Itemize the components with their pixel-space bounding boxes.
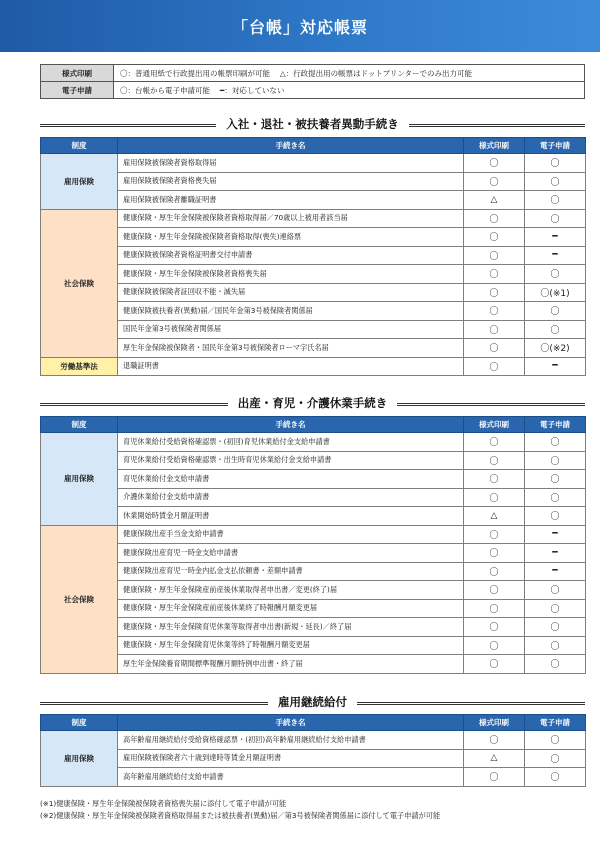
table-row [41,246,586,265]
print-mark: 〇 [464,618,525,637]
esubmit-mark: 〇 [525,655,586,674]
column-header-name: 手続き名 [118,417,464,433]
print-mark: 〇 [464,768,525,787]
legend-row [41,82,585,99]
procedure-name: 雇用保険被保険者六十歳到達時等賃金月額証明書 [118,749,464,768]
print-mark: 〇 [464,655,525,674]
print-mark: 〇 [464,433,525,452]
esubmit-mark: 〇 [525,154,586,173]
esubmit-mark: 〇(※2) [525,339,586,358]
print-mark: 〇 [464,320,525,339]
table-row [41,655,586,674]
table-row [41,731,586,750]
procedure-name: 健康保険被保険者資格証明書交付申請書 [118,246,464,265]
esubmit-mark: ━ [525,562,586,581]
print-mark: 〇 [464,731,525,750]
table-row [41,768,586,787]
procedure-name: 厚生年金保険養育期間標準報酬月額特例申出書・終了届 [118,655,464,674]
esubmit-mark: 〇 [525,581,586,600]
procedure-table [40,137,586,376]
procedure-name: 育児休業給付受給資格確認票・(初回)育児休業給付金支給申請書 [118,433,464,452]
print-mark: 〇 [464,154,525,173]
print-mark: 〇 [464,488,525,507]
table-row [41,191,586,210]
table-row [41,265,586,284]
print-mark: 〇 [464,525,525,544]
section-heading [40,396,585,410]
table-row [41,488,586,507]
table-header-row [41,715,586,731]
esubmit-mark: 〇 [525,302,586,321]
table-row [41,525,586,544]
procedure-name: 雇用保険被保険者離職証明書 [118,191,464,210]
procedure-name: 健康保険・厚生年金保険育児休業等取得者申出書(新規・延長)／終了届 [118,618,464,637]
esubmit-mark: 〇 [525,191,586,210]
legend-key: 電子申請 [41,82,114,99]
table-row [41,228,586,247]
table-row [41,339,586,358]
table-row [41,320,586,339]
procedure-name: 雇用保険被保険者資格喪失届 [118,172,464,191]
column-header-name: 手続き名 [118,715,464,731]
esubmit-mark: 〇 [525,599,586,618]
print-mark: 〇 [464,544,525,563]
procedure-name: 厚生年金保険被保険者・国民年金第3号被保険者ローマ字氏名届 [118,339,464,358]
procedure-name: 国民年金第3号被保険者関係届 [118,320,464,339]
legend-key: 様式印刷 [41,65,114,82]
table-row [41,283,586,302]
esubmit-mark: ━ [525,544,586,563]
print-mark: 〇 [464,246,525,265]
print-mark: 〇 [464,357,525,376]
esubmit-mark: ━ [525,525,586,544]
column-header-esub: 電子申請 [525,715,586,731]
print-mark: 〇 [464,228,525,247]
table-header-row [41,138,586,154]
footnote-2: (※2)健康保険・厚生年金保険被保険者資格取得届または被扶養者(異動)届／第3号被保険者関係届に添付して電子申請が可能 [40,811,441,820]
procedure-name: 育児休業給付金支給申請書 [118,470,464,489]
table-row [41,451,586,470]
esubmit-mark: 〇 [525,451,586,470]
table-row [41,749,586,768]
table-row [41,209,586,228]
procedure-name: 介護休業給付金支給申請書 [118,488,464,507]
table-row [41,470,586,489]
esubmit-mark: 〇 [525,433,586,452]
procedure-name: 健康保険・厚生年金保険被保険者資格取得届／70歳以上被用者該当届 [118,209,464,228]
column-header-print: 様式印刷 [464,417,525,433]
footnotes [40,798,585,822]
column-header-seido: 制度 [41,138,118,154]
print-mark: △ [464,749,525,768]
esubmit-mark: ━ [525,228,586,247]
esubmit-mark: 〇 [525,749,586,768]
procedure-name: 退職証明書 [118,357,464,376]
esubmit-mark: 〇 [525,172,586,191]
esubmit-mark: 〇 [525,265,586,284]
procedure-name: 健康保険・厚生年金保険産前産後休業終了時報酬月額変更届 [118,599,464,618]
procedure-name: 健康保険・厚生年金保険被保険者資格喪失届 [118,265,464,284]
legend-text: 〇：普通用紙で行政提出用の帳票印刷が可能 △：行政提出用の帳票はドットプリンターでのみ出力可能 [114,65,585,82]
footnote-1: (※1)健康保険・厚生年金保険被保険者資格喪失届に添付して電子申請が可能 [40,799,287,808]
procedure-name: 育児休業給付受給資格確認票・出生時育児休業給付金支給申請書 [118,451,464,470]
column-header-print: 様式印刷 [464,138,525,154]
print-mark: 〇 [464,209,525,228]
section-heading [40,695,585,709]
section-title: 入社・退社・被扶養者異動手続き [216,116,409,132]
procedure-name: 健康保険被扶養者(異動)届／国民年金第3号被保険者関係届 [118,302,464,321]
print-mark: 〇 [464,302,525,321]
print-mark: 〇 [464,581,525,600]
esubmit-mark: 〇 [525,470,586,489]
section-title: 雇用継続給付 [268,694,357,710]
print-mark: △ [464,507,525,526]
esubmit-mark: 〇 [525,731,586,750]
category-cell: 社会保険 [41,209,118,357]
column-header-print: 様式印刷 [464,715,525,731]
table-row [41,302,586,321]
legend-row [41,65,585,82]
category-cell: 雇用保険 [41,154,118,210]
column-header-esub: 電子申請 [525,138,586,154]
table-row [41,544,586,563]
esubmit-mark: 〇(※1) [525,283,586,302]
print-mark: △ [464,191,525,210]
print-mark: 〇 [464,599,525,618]
procedure-name: 健康保険出産育児一時金内払金支払依頼書・差額申請書 [118,562,464,581]
print-mark: 〇 [464,339,525,358]
procedure-name: 健康保険出産育児一時金支給申請書 [118,544,464,563]
section-heading [40,117,585,131]
table-row [41,433,586,452]
esubmit-mark: ━ [525,357,586,376]
column-header-name: 手続き名 [118,138,464,154]
table-row [41,599,586,618]
procedure-name: 健康保険出産手当金支給申請書 [118,525,464,544]
column-header-esub: 電子申請 [525,417,586,433]
table-row [41,618,586,637]
table-row [41,562,586,581]
print-mark: 〇 [464,172,525,191]
table-row [41,581,586,600]
procedure-name: 健康保険被保険者証回収不能・滅失届 [118,283,464,302]
section-title: 出産・育児・介護休業手続き [228,395,398,411]
procedure-name: 休業開始時賃金月額証明書 [118,507,464,526]
table-header-row [41,417,586,433]
esubmit-mark: 〇 [525,488,586,507]
print-mark: 〇 [464,562,525,581]
category-cell: 社会保険 [41,525,118,673]
procedure-table [40,714,586,787]
column-header-seido: 制度 [41,417,118,433]
table-row [41,172,586,191]
print-mark: 〇 [464,283,525,302]
esubmit-mark: 〇 [525,209,586,228]
page-title: 「台帳」対応帳票 [0,0,600,52]
procedure-name: 健康保険・厚生年金保険産前産後休業取得者申出書／変更(終了)届 [118,581,464,600]
procedure-name: 高年齢雇用継続給付受給資格確認票・(初回)高年齢雇用継続給付支給申請書 [118,731,464,750]
esubmit-mark: 〇 [525,768,586,787]
table-row [41,507,586,526]
print-mark: 〇 [464,636,525,655]
table-row [41,636,586,655]
category-cell: 労働基準法 [41,357,118,376]
procedure-name: 高年齢雇用継続給付支給申請書 [118,768,464,787]
esubmit-mark: ━ [525,246,586,265]
column-header-seido: 制度 [41,715,118,731]
print-mark: 〇 [464,451,525,470]
legend-text: 〇：台帳から電子申請可能 ━：対応していない [114,82,585,99]
category-cell: 雇用保険 [41,731,118,787]
print-mark: 〇 [464,470,525,489]
esubmit-mark: 〇 [525,320,586,339]
category-cell: 雇用保険 [41,433,118,526]
procedure-table [40,416,586,674]
esubmit-mark: 〇 [525,507,586,526]
procedure-name: 健康保険・厚生年金保険被保険者資格取得(喪失)連絡票 [118,228,464,247]
procedure-name: 健康保険・厚生年金保険育児休業等終了時報酬月額変更届 [118,636,464,655]
legend-table [40,64,585,99]
print-mark: 〇 [464,265,525,284]
procedure-name: 雇用保険被保険者資格取得届 [118,154,464,173]
table-row [41,357,586,376]
esubmit-mark: 〇 [525,618,586,637]
esubmit-mark: 〇 [525,636,586,655]
table-row [41,154,586,173]
